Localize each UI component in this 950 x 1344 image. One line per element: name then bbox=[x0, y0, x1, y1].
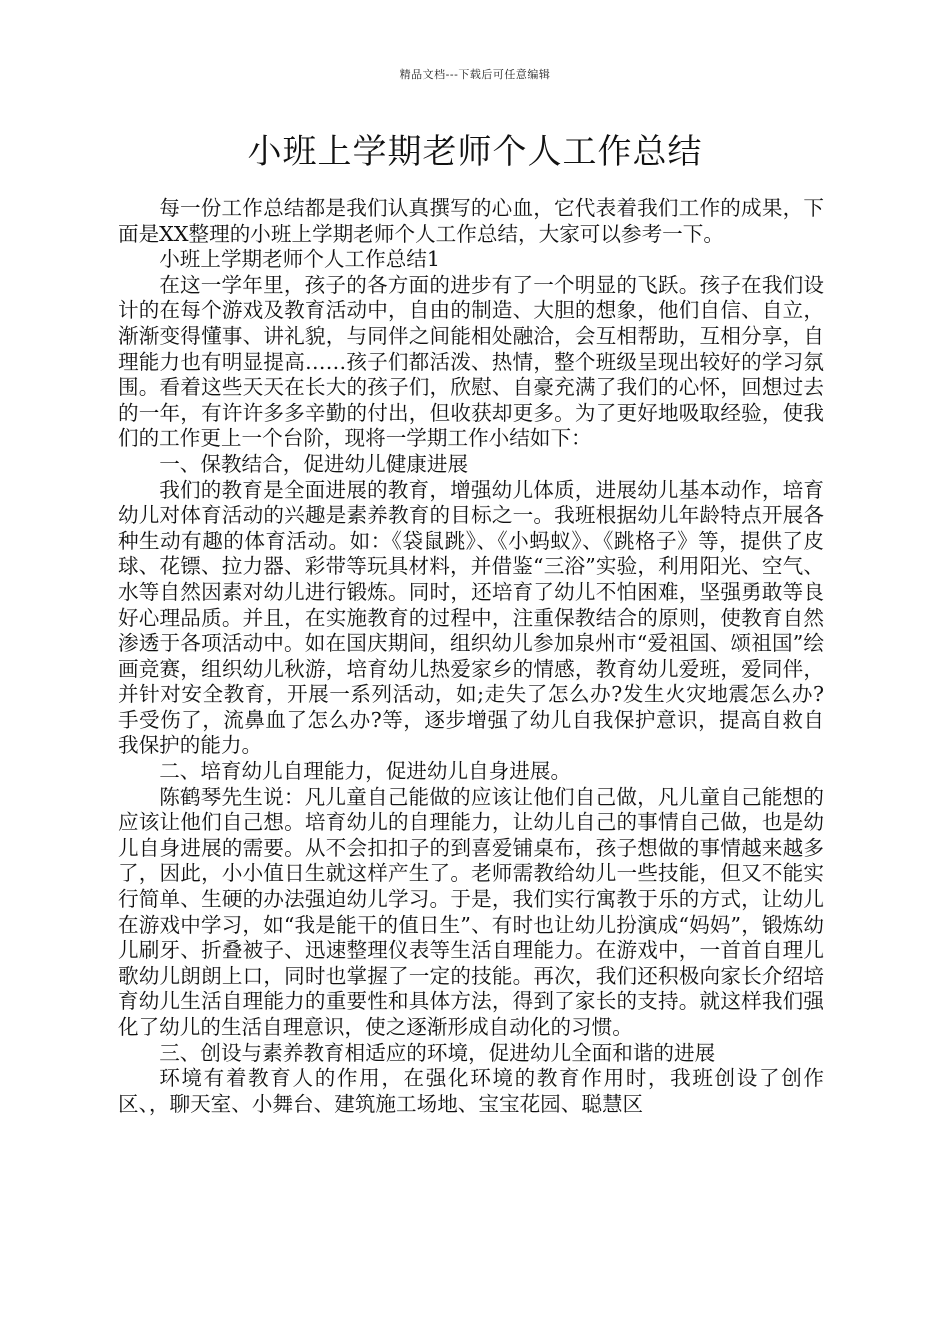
intro-paragraph: 每一份工作总结都是我们认真撰写的心血，它代表着我们工作的成果，下面是XX整理的小班上学期老师个人工作总结，大家可以参考一下。 bbox=[118, 196, 824, 246]
document-title: 小班上学期老师个人工作总结 bbox=[247, 132, 703, 172]
document-body bbox=[118, 196, 824, 1117]
section-2-paragraph: 陈鹤琴先生说：凡儿童自己能做的应该让他们自己做，凡儿童自己能想的应该让他们自己想。培育幼儿的自理能力，让幼儿自己的事情自己做，也是幼儿自身进展的需要。从不会扣扣子的到喜爱铺桌布，孩子想做的事情越来越多了，因此，小小值日生就这样产生了。老师需教给幼儿一些技能，但又不能实行简单、生硬的办法强迫幼儿学习。于是，我们实行寓教于乐的方式，让幼儿在游戏中学习，如“我是能干的值日生”、有时也让幼儿扮演成“妈妈”，锻炼幼儿刷牙、折叠被子、迅速整理仪表等生活自理能力。在游戏中，一首首自理儿歌幼儿朗朗上口，同时也掌握了一定的技能。再次，我们还积极向家长介绍培育幼儿生活自理能力的重要性和具体方法，得到了家长的支持。就这样我们强化了幼儿的生活自理意识，使之逐渐形成自动化的习惯。 bbox=[118, 784, 824, 1039]
section-1-paragraph: 我们的教育是全面进展的教育，增强幼儿体质，进展幼儿基本动作，培育幼儿对体育活动的兴趣是素养教育的目标之一。我班根据幼儿年龄特点开展各种生动有趣的体育活动。如：《袋鼠跳》、《小蚂蚁》、《跳格子》等，提供了皮球、花镖、拉力器、彩带等玩具材料，并借鉴“三浴”实验，利用阳光、空气、水等自然因素对幼儿进行锻炼。同时，还培育了幼儿不怕困难，坚强勇敢等良好心理品质。并且，在实施教育的过程中，注重保教结合的原则，使教育自然渗透于各项活动中。如在国庆期间，组织幼儿参加泉州市“爱祖国、颂祖国”绘画竞赛，组织幼儿秋游，培育幼儿热爱家乡的情感，教育幼儿爱班，爱同伴，并针对安全教育，开展一系列活动，如;走失了怎么办?发生火灾地震怎么办?手受伤了，流鼻血了怎么办?等，逐步增强了幼儿自我保护意识，提高自救自我保护的能力。 bbox=[118, 477, 824, 758]
section-heading-2: 二、培育幼儿自理能力，促进幼儿自身进展。 bbox=[159, 759, 572, 784]
section-heading-1: 一、保教结合，促进幼儿健康进展 bbox=[159, 451, 469, 476]
section-heading-3: 三、创设与素养教育相适应的环境，促进幼儿全面和谐的进展 bbox=[159, 1040, 716, 1065]
summary-paragraph: 在这一学年里，孩子的各方面的进步有了一个明显的飞跃。孩子在我们设计的在每个游戏及教育活动中，自由的制造、大胆的想象，他们自信、自立，渐渐变得懂事、讲礼貌，与同伴之间能相处融洽，会互相帮助，互相分享，自理能力也有明显提高……孩子们都活泼、热情，整个班级呈现出较好的学习氛围。看着这些天天在长大的孩子们，欣慰、自豪充满了我们的心怀，回想过去的一年，有许许多多辛勤的付出，但收获却更多。为了更好地吸取经验，使我们的工作更上一个台阶，现将一学期工作小结如下： bbox=[118, 272, 824, 451]
header-note: 精品文档---下载后可任意编辑 bbox=[399, 68, 551, 81]
section-heading-summary-1: 小班上学期老师个人工作总结1 bbox=[159, 247, 441, 272]
section-3-paragraph: 环境有着教育人的作用，在强化环境的教育作用时，我班创设了创作区、，聊天室、小舞台、建筑施工场地、宝宝花园、聪慧区 bbox=[118, 1066, 824, 1116]
